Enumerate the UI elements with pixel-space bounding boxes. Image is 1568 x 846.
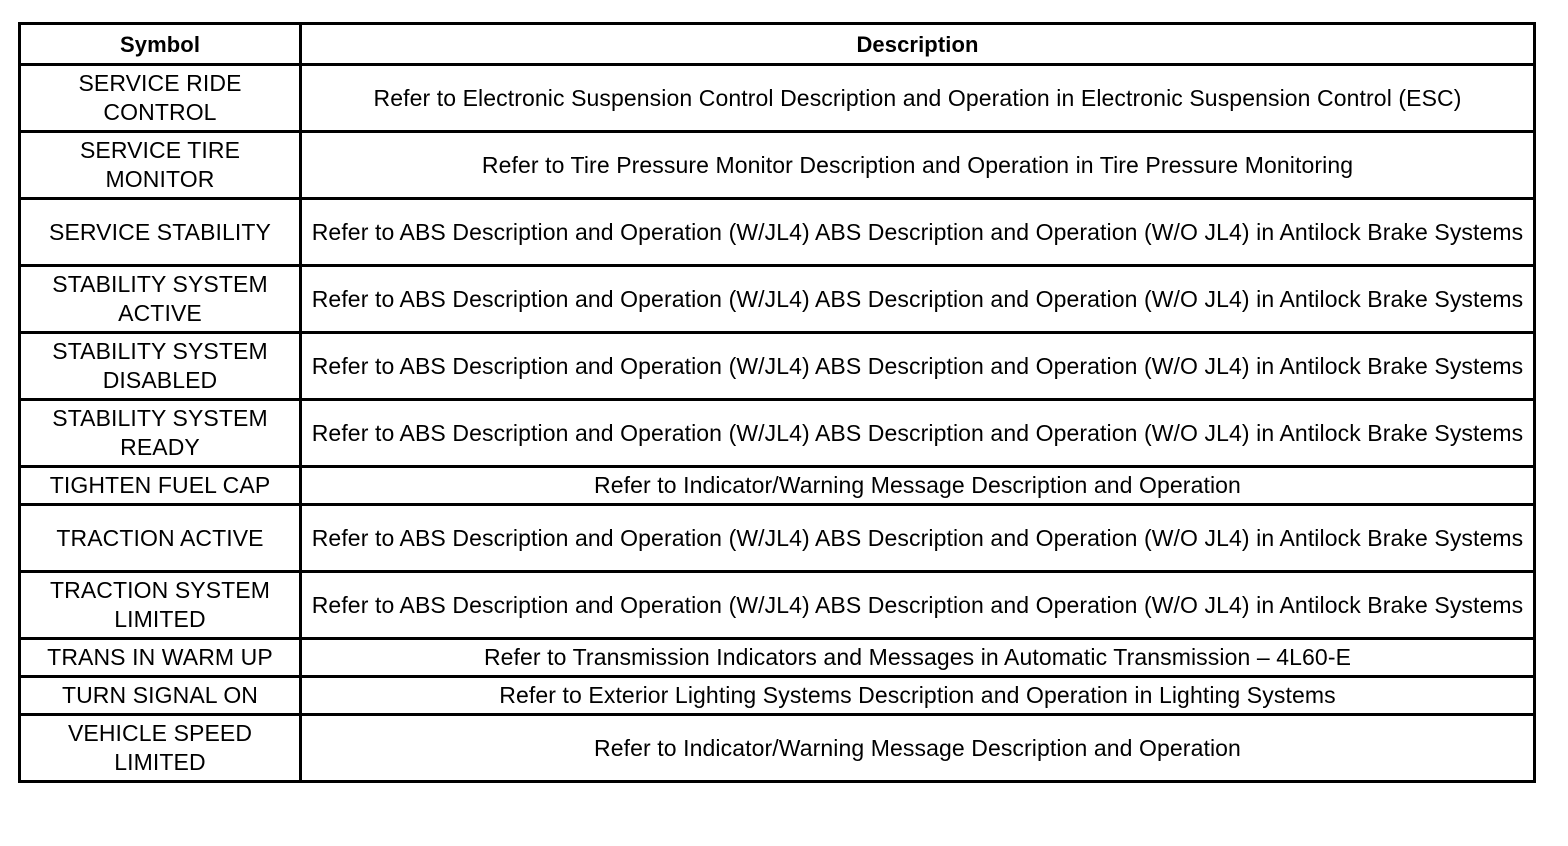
table-row — [20, 333, 1535, 400]
description-cell: Refer to Transmission Indicators and Messages in Automatic Transmission – 4L60-E — [301, 639, 1535, 677]
description-cell: Refer to Tire Pressure Monitor Description and Operation in Tire Pressure Monitoring — [301, 132, 1535, 199]
table-row — [20, 199, 1535, 266]
symbol-description-table-container — [18, 22, 1533, 783]
symbol-cell: TRACTION ACTIVE — [20, 505, 301, 572]
table-row — [20, 715, 1535, 782]
description-column-header: Description — [301, 24, 1535, 65]
symbol-description-table — [18, 22, 1536, 783]
table-row — [20, 572, 1535, 639]
description-cell: Refer to Indicator/Warning Message Description and Operation — [301, 715, 1535, 782]
description-cell: Refer to Indicator/Warning Message Description and Operation — [301, 467, 1535, 505]
symbol-column-header: Symbol — [20, 24, 301, 65]
table-row — [20, 677, 1535, 715]
description-cell: Refer to ABS Description and Operation (W/JL4) ABS Description and Operation (W/O JL4) in Antilock Brake Systems — [301, 505, 1535, 572]
table-header-row — [20, 24, 1535, 65]
symbol-cell: TURN SIGNAL ON — [20, 677, 301, 715]
symbol-cell: SERVICE RIDE CONTROL — [20, 65, 301, 132]
description-cell: Refer to ABS Description and Operation (W/JL4) ABS Description and Operation (W/O JL4) in Antilock Brake Systems — [301, 333, 1535, 400]
symbol-cell: SERVICE TIRE MONITOR — [20, 132, 301, 199]
description-cell: Refer to ABS Description and Operation (W/JL4) ABS Description and Operation (W/O JL4) in Antilock Brake Systems — [301, 400, 1535, 467]
table-row — [20, 639, 1535, 677]
symbol-cell: STABILITY SYSTEM ACTIVE — [20, 266, 301, 333]
description-cell: Refer to Electronic Suspension Control Description and Operation in Electronic Suspension Control (ESC) — [301, 65, 1535, 132]
table-row — [20, 505, 1535, 572]
symbol-cell: TIGHTEN FUEL CAP — [20, 467, 301, 505]
table-row — [20, 132, 1535, 199]
symbol-cell: TRANS IN WARM UP — [20, 639, 301, 677]
table-row — [20, 266, 1535, 333]
table-row — [20, 65, 1535, 132]
table-row — [20, 400, 1535, 467]
symbol-cell: TRACTION SYSTEM LIMITED — [20, 572, 301, 639]
symbol-cell: STABILITY SYSTEM DISABLED — [20, 333, 301, 400]
description-cell: Refer to ABS Description and Operation (W/JL4) ABS Description and Operation (W/O JL4) in Antilock Brake Systems — [301, 199, 1535, 266]
symbol-cell: VEHICLE SPEED LIMITED — [20, 715, 301, 782]
symbol-cell: SERVICE STABILITY — [20, 199, 301, 266]
description-cell: Refer to Exterior Lighting Systems Description and Operation in Lighting Systems — [301, 677, 1535, 715]
symbol-cell: STABILITY SYSTEM READY — [20, 400, 301, 467]
description-cell: Refer to ABS Description and Operation (W/JL4) ABS Description and Operation (W/O JL4) in Antilock Brake Systems — [301, 572, 1535, 639]
description-cell: Refer to ABS Description and Operation (W/JL4) ABS Description and Operation (W/O JL4) in Antilock Brake Systems — [301, 266, 1535, 333]
table-row — [20, 467, 1535, 505]
